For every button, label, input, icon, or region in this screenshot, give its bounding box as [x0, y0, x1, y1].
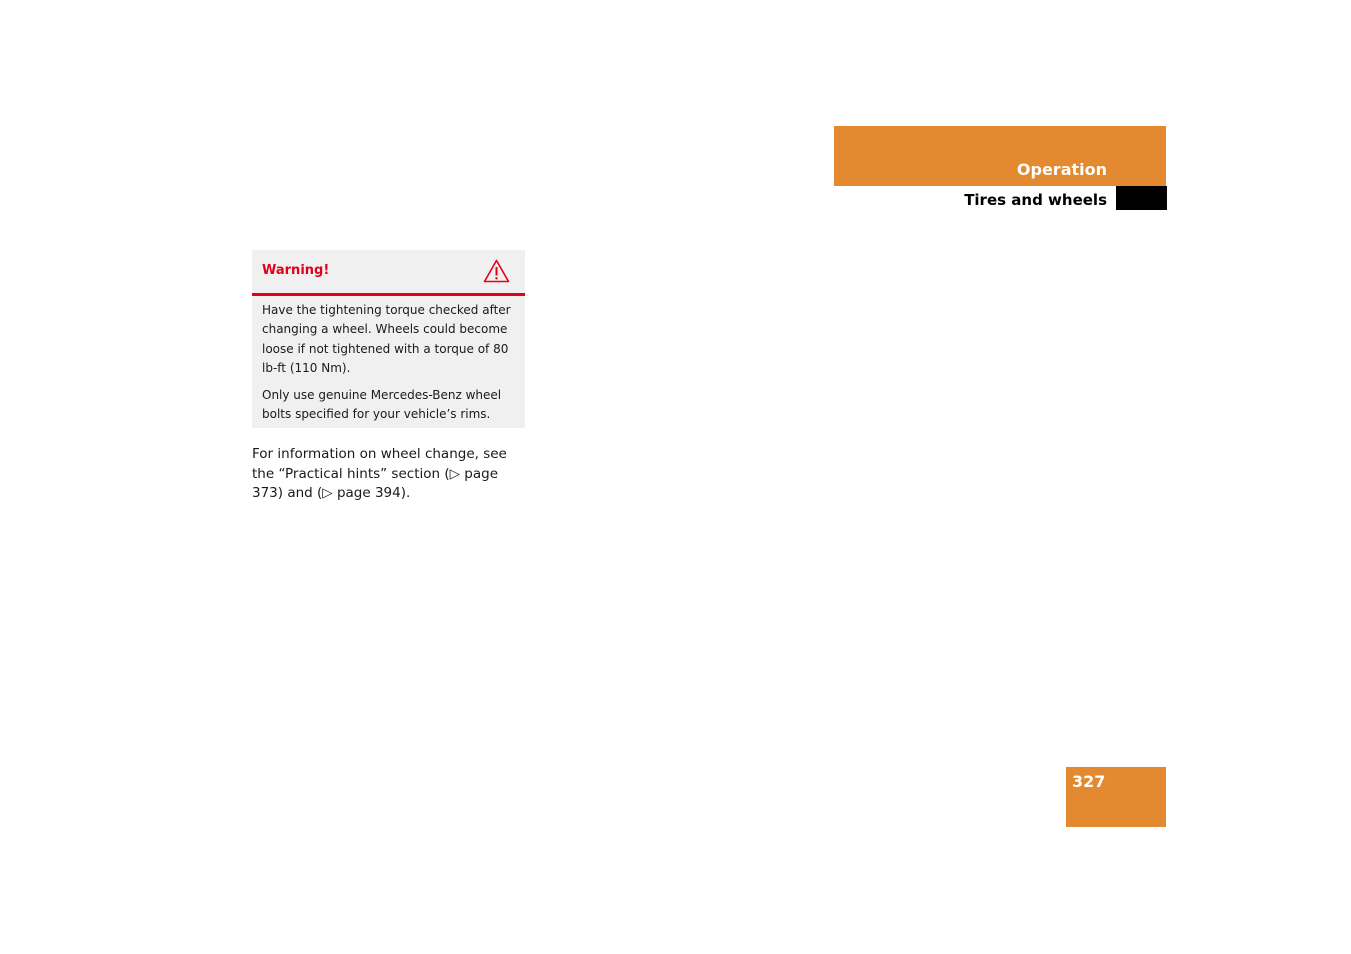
info-paragraph: For information on wheel change, see the “Practical hints” section (▷ page 373) and (▷ page 394). [252, 446, 507, 502]
page-number-box [1066, 767, 1166, 827]
page-number: 327 [1072, 772, 1106, 791]
section-tab-marker [1116, 186, 1167, 210]
info-paragraph-block [252, 445, 532, 504]
section-header-bar [834, 126, 1166, 186]
warning-body [252, 296, 525, 424]
warning-paragraph: Have the tightening torque checked after changing a wheel. Wheels could become loose if not tightened with a torque of 80 lb-ft (110 Nm). [262, 303, 511, 376]
warning-triangle-icon [483, 259, 510, 283]
subsection-title: Tires and wheels [964, 191, 1107, 209]
warning-box [252, 250, 525, 428]
warning-label: Warning! [262, 263, 330, 278]
warning-header [252, 250, 525, 296]
section-title: Operation [1016, 160, 1107, 179]
warning-paragraph: Only use genuine Mercedes-Benz wheel bolts specified for your vehicle’s rims. [262, 387, 502, 422]
